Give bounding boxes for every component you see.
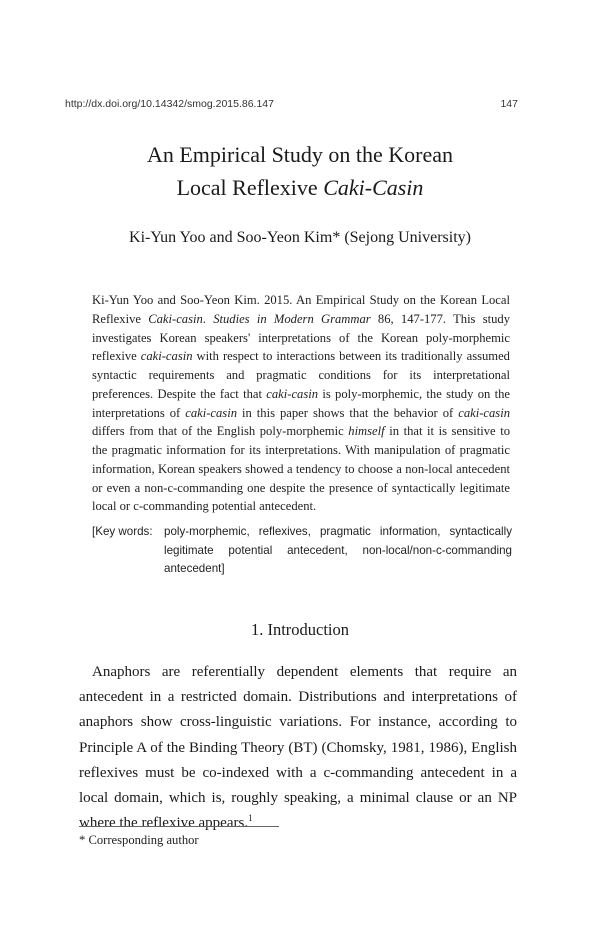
abstract-italic: caki-casin <box>266 386 319 401</box>
keywords-label: [Key words: <box>92 525 153 538</box>
abstract-italic: caki-casin <box>185 405 237 420</box>
keywords-block <box>92 523 512 579</box>
abstract-text: Ki-Yun Yoo and Soo-Yeon Kim. 2015. An Empirical Study on the Korean Local Reflexive <box>92 293 510 326</box>
body-text <box>79 660 517 836</box>
paragraph <box>79 660 517 836</box>
abstract-text: 86, 147-177. This study investigates Korean speakers' interpretations of the Korean poly-morphemic reflexive <box>92 311 511 364</box>
authors-line: Ki-Yun Yoo and Soo-Yeon Kim* (Sejong University) <box>129 229 471 246</box>
abstract-text: is poly-morphemic, the study on the interpretations of <box>92 386 510 420</box>
section-heading: 1. Introduction <box>250 620 350 639</box>
abstract-text: in that it is sensitive to the pragmatic information for its interpretations. With manipulation of pragmatic information, Korean speakers showed a tendency to choose a non-local antecedent or even a non-c-commanding one despite the presence of syntactically legitimate local or c-commanding potential antecedent. <box>92 424 510 514</box>
title-line-2-prefix: Local Reflexive <box>176 175 324 200</box>
title-line-1: An Empirical Study on the Korean <box>146 142 454 167</box>
abstract-italic: himself <box>348 424 385 439</box>
footnote-marker[interactable]: 1 <box>248 813 253 824</box>
paragraph-text: Anaphors are referentially dependent elements that require an antecedent in a restricted domain. Distributions and interpretations of anaphors show cross-linguistic variations. For instance, according to Principle A of the Binding Theory (BT) (Chomsky, 1981, 1986), English reflexives must be co-indexed with a c-commanding antecedent in a local domain, which is, roughly speaking, a minimal clause or an NP where the reflexive appears. <box>79 664 517 832</box>
title-line-2-italic: Caki-Casin <box>323 175 424 200</box>
page-number: 147 <box>500 98 518 110</box>
abstract-italic: caki-casin <box>458 405 511 420</box>
doi-url[interactable]: http://dx.doi.org/10.14342/smog.2015.86.147 <box>65 98 274 110</box>
title-line-2 <box>0 171 600 204</box>
abstract-italic: Caki-casin <box>148 311 203 326</box>
paper-title <box>0 138 600 204</box>
abstract-text: . <box>202 311 214 326</box>
abstract <box>92 291 510 516</box>
abstract-italic: caki-casin <box>140 349 193 364</box>
abstract-text: differs from that of the English poly-morphemic <box>92 424 349 439</box>
abstract-italic: Studies in Modern Grammar <box>213 311 371 326</box>
footnote-divider <box>79 826 279 827</box>
abstract-text: in this paper shows that the behavior of <box>237 405 459 420</box>
keywords-text: poly-morphemic, reflexives, pragmatic information, syntactically legitimate potential antecedent, non-local/non-c-commanding antecedent] <box>164 525 512 575</box>
footnote: * Corresponding author <box>79 833 199 847</box>
abstract-text: with respect to interactions between its traditionally assumed syntactic requirements and pragmatic conditions for its interpretational preferences. Despite the fact that <box>92 349 510 401</box>
